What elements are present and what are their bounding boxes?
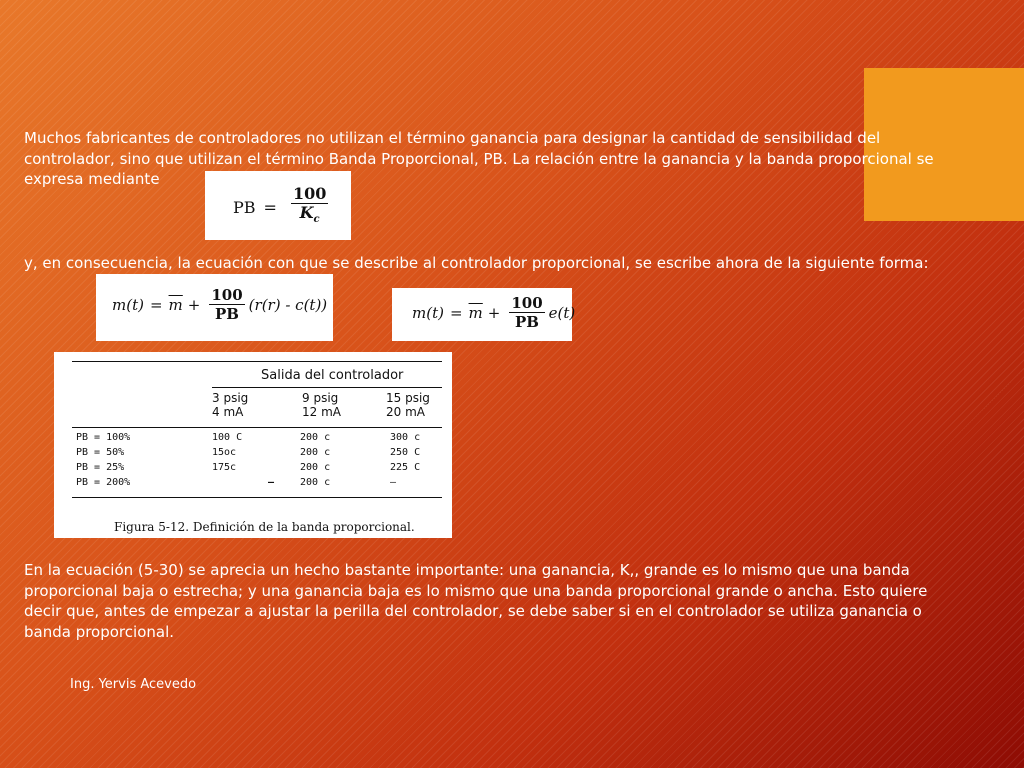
eq1-equals: = xyxy=(263,197,277,217)
eq3-equals: = xyxy=(449,303,463,322)
row-cell: 200 c xyxy=(300,447,331,458)
paragraph-equation: y, en consecuencia, la ecuación con que se describe al controlador proporcional, se escribe ahora de la siguiente forma: xyxy=(24,254,929,272)
col-1-psig: 3 psig xyxy=(212,391,249,405)
eq1-numerator: 100 xyxy=(292,184,327,203)
eq3-rhs: e(t) xyxy=(548,303,576,322)
col-3-psig: 15 psig xyxy=(386,391,430,405)
table-row xyxy=(76,447,436,462)
table-header-rule xyxy=(212,387,442,388)
eq3-mbar: $\overline{m}$ xyxy=(468,303,483,322)
table-top-rule xyxy=(72,361,442,362)
row-cell: 250 C xyxy=(390,447,421,458)
col-2-ma: 12 mA xyxy=(302,405,341,419)
table-header: Salida del controlador xyxy=(261,368,404,383)
figure-5-12 xyxy=(54,352,452,538)
col-2-units xyxy=(302,391,341,419)
row-cell: 15oc xyxy=(212,447,237,458)
eq3-numerator: 100 xyxy=(511,294,543,312)
row-label: PB = 25% xyxy=(76,462,125,473)
eq2-plus: + xyxy=(187,295,201,314)
paragraph-intro: Muchos fabricantes de controladores no utilizan el término ganancia para designar la cantidad de sensibilidad del controlador, sino que utilizan el término Banda Proporcional, PB. La relación entre la ganancia y la banda proporcional se expresa mediante xyxy=(24,129,934,188)
row-cell: 100 C xyxy=(212,432,243,443)
equation-error-image xyxy=(392,288,576,341)
row-cell: 200 c xyxy=(300,477,331,488)
equation-pb-image xyxy=(205,171,351,240)
table-body xyxy=(76,432,436,492)
col-3-units xyxy=(386,391,430,419)
row-label: PB = 200% xyxy=(76,477,131,488)
row-cell: 300 c xyxy=(390,432,421,443)
table-row xyxy=(76,477,436,492)
col-1-ma: 4 mA xyxy=(212,405,244,419)
paragraph-conclusion: En la ecuación (5-30) se aprecia un hecho bastante importante: una ganancia, K,, grande es lo mismo que una banda proporcional baja o estrecha; y una ganancia baja es lo mismo que una banda proporcional grande o ancha. Esto quiere decir que, antes de empezar a ajustar la perilla del controlador, se debe saber si en el controlador se utiliza ganancia o banda proporcional. xyxy=(24,561,928,641)
author-credit: Ing. Yervis Acevedo xyxy=(70,677,197,692)
row-cell: 175c xyxy=(212,462,237,473)
col-2-psig: 9 psig xyxy=(302,391,339,405)
table-row xyxy=(76,432,436,447)
eq3-fraction xyxy=(509,294,544,331)
eq2-equals: = xyxy=(149,295,163,314)
figure-caption: Figura 5-12. Definición de la banda proporcional. xyxy=(114,520,415,534)
eq2-lhs: m(t) xyxy=(112,295,144,314)
table-body-rule xyxy=(72,427,442,428)
row-label: PB = 100% xyxy=(76,432,131,443)
table-row xyxy=(76,462,436,477)
eq2-rhs: (r(r) - c(t)) xyxy=(248,295,328,314)
row-cell: 200 c xyxy=(300,432,331,443)
row-label: PB = 50% xyxy=(76,447,125,458)
eq3-plus: + xyxy=(487,303,501,322)
eq1-subscript: c xyxy=(313,214,320,226)
col-3-ma: 20 mA xyxy=(386,405,425,419)
row-cell: – xyxy=(268,477,275,488)
eq1-fraction xyxy=(291,185,328,229)
row-cell: 225 C xyxy=(390,462,421,473)
eq3-denominator: PB xyxy=(515,313,539,331)
eq2-denominator: PB xyxy=(215,305,239,323)
table-bottom-rule xyxy=(72,497,442,498)
eq3-lhs: m(t) xyxy=(412,303,444,322)
eq1-lhs: PB xyxy=(233,197,256,217)
eq2-numerator: 100 xyxy=(211,286,243,304)
row-cell: – xyxy=(390,477,397,488)
eq1-denominator: K xyxy=(299,203,314,222)
row-cell: 200 c xyxy=(300,462,331,473)
equation-controller-image xyxy=(96,274,333,341)
col-1-units xyxy=(212,391,248,419)
eq2-fraction xyxy=(209,286,244,323)
eq2-mbar: $\overline{m}$ xyxy=(168,295,183,314)
